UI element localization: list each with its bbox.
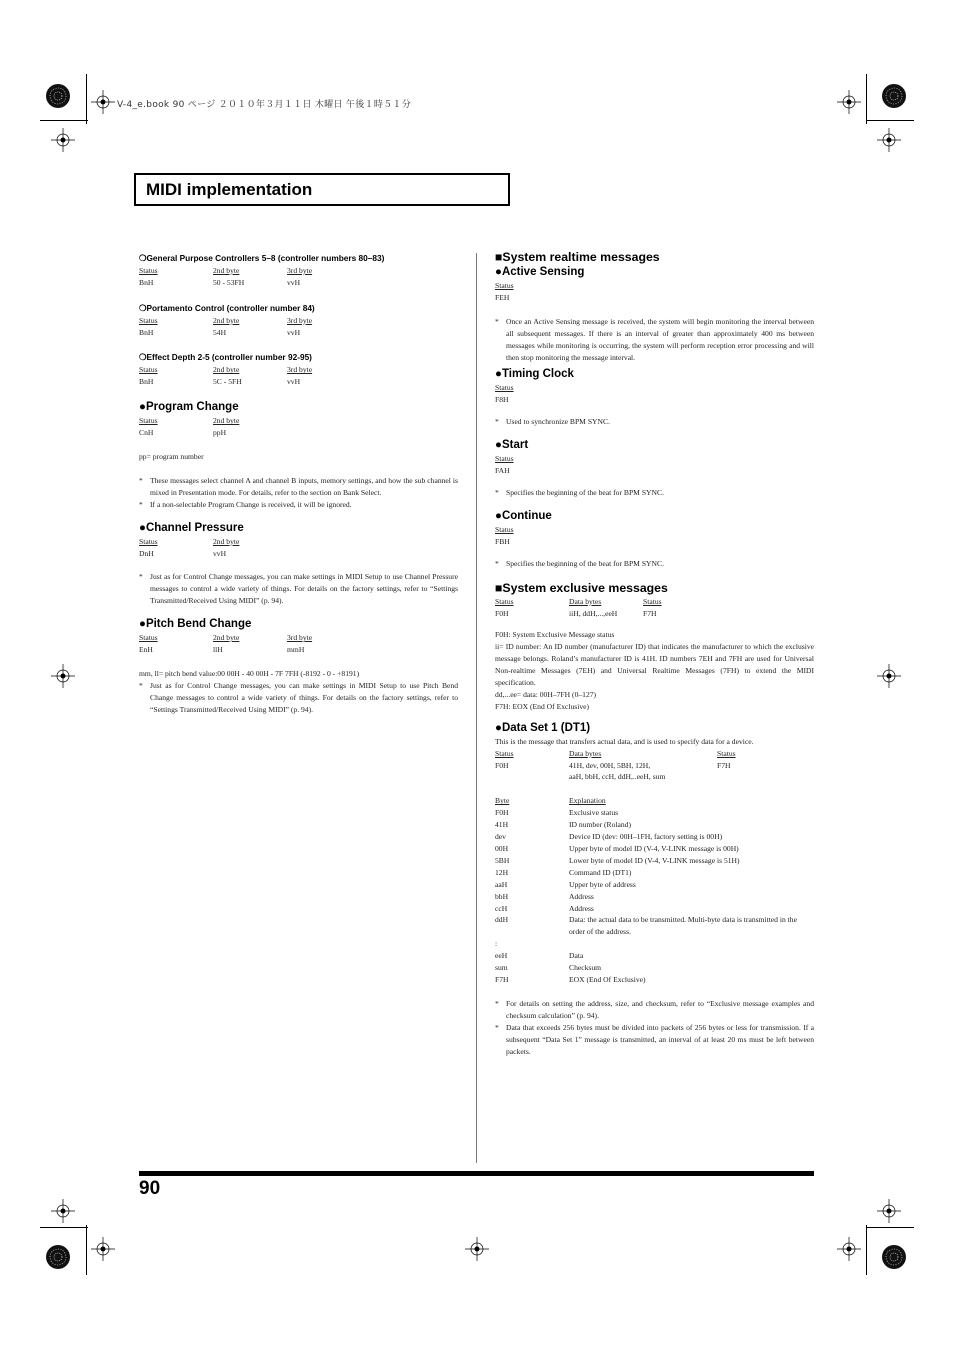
cell: EnH	[139, 645, 153, 655]
effect-depth-heading: ❍Effect Depth 2-5 (controller number 92-95)	[139, 352, 312, 363]
registration-mark-icon	[45, 1244, 71, 1270]
dt1-header-row	[495, 748, 814, 760]
col-header: 3rd byte	[287, 315, 313, 325]
program-change-header-row	[139, 415, 458, 427]
cell: F7H	[717, 760, 731, 770]
cell: BnH	[139, 377, 154, 387]
cell: ppH	[213, 428, 227, 438]
crosshair-mark-icon	[877, 128, 901, 152]
cell: iiH, ddH,...,eeH	[569, 608, 618, 618]
col-header: 2nd byte	[213, 315, 240, 325]
trim-line	[40, 120, 88, 121]
col-header: 3rd byte	[287, 365, 313, 375]
cell: vvH	[287, 277, 301, 287]
cell: 54H	[213, 327, 227, 337]
note: * Once an Active Sensing message is received, the system will begin monitoring the interval between all subsequent messages. If there is an interval of greater than approximately 400 ms between messages while monitoring is occurring, the system will perform reception error processing and will then stop monitoring the message interval.	[495, 316, 814, 362]
channel-pressure-heading: ●Channel Pressure	[139, 521, 244, 534]
cell: 5C - 5FH	[213, 377, 242, 387]
pitch-bend-header-row	[139, 632, 458, 644]
continue-heading: ●Continue	[495, 509, 552, 522]
cell: FBH	[495, 536, 510, 546]
portamento-heading: ❍Portamento Control (controller number 84)	[139, 302, 315, 313]
effect-depth-header-row	[139, 364, 458, 376]
cell: vvH	[287, 377, 301, 387]
cell: 41H, dev, 00H, 5BH, 12H,	[569, 760, 651, 770]
table-row: ddH Data: the actual data to be transmitted. Multi-byte data is transmitted in the order of the address.	[495, 915, 797, 937]
column-divider	[476, 253, 477, 1163]
gpc-value-row	[139, 277, 458, 289]
gpc-heading: ❍General Purpose Controllers 5–8 (controller numbers 80–83)	[139, 253, 385, 263]
program-change-legend: pp= program number	[139, 451, 204, 461]
col-header: Status	[139, 365, 158, 375]
table-row: aaH Upper byte of address	[495, 879, 636, 889]
realtime-heading: ■System realtime messages	[495, 250, 660, 264]
cell: 50 - 53FH	[213, 277, 245, 287]
pitch-bend-value-row	[139, 644, 458, 656]
footer-rule	[139, 1171, 814, 1176]
col-header: Status	[495, 524, 514, 534]
active-sensing-heading: ●Active Sensing	[495, 266, 585, 278]
col-header: Status	[139, 536, 158, 546]
table-row: :	[495, 939, 498, 949]
exclusive-desc: F7H: EOX (End Of Exclusive)	[495, 701, 590, 711]
col-header: 2nd byte	[213, 365, 240, 375]
cell: F0H	[495, 608, 509, 618]
dt1-intro: This is the message that transfers actual data, and is used to specify data for a device.	[495, 736, 754, 746]
col-header: 3rd byte	[287, 633, 313, 643]
col-header: Explanation	[569, 796, 606, 806]
crosshair-mark-icon	[51, 664, 75, 688]
exclusive-desc: ii= ID number: An ID number (manufacturer ID) that indicates the manufacturer to which the exclusive message belongs. Roland’s manufacturer ID is 41H. ID numbers 7EH and 7FH are used for Universal Non-realtime Messages (7EH) and Universal Realtime Messages (7FH) to extend the MIDI specification.	[495, 642, 814, 688]
note: * Just as for Control Change messages, you can make settings in MIDI Setup to use Pitch Bend Change messages to control a wide variety of things. For details on the factory settings, refer to “Settings Transmitted/Received Using MIDI” (p. 94).	[139, 680, 458, 714]
cell: vvH	[213, 548, 227, 558]
table-row: ccH Address	[495, 903, 594, 913]
dt1-value-row-cont	[495, 771, 814, 783]
note: * Specifies the beginning of the beat for BPM SYNC.	[495, 558, 664, 568]
trim-line	[86, 74, 87, 124]
col-header: Status	[495, 596, 514, 606]
cell: BnH	[139, 277, 154, 287]
cell: mmH	[287, 645, 305, 655]
note: * Specifies the beginning of the beat for BPM SYNC.	[495, 487, 664, 497]
crosshair-mark-icon	[51, 128, 75, 152]
portamento-value-row	[139, 327, 458, 339]
table-row: bbH Address	[495, 891, 594, 901]
channel-pressure-value-row	[139, 548, 458, 560]
cell: vvH	[287, 327, 301, 337]
cell: DnH	[139, 548, 154, 558]
crosshair-mark-icon	[837, 1237, 861, 1261]
col-header: 3rd byte	[287, 265, 313, 275]
cell: FEH	[495, 292, 510, 302]
cell: BnH	[139, 327, 154, 337]
gpc-header-row	[139, 265, 458, 277]
exclusive-header-row	[495, 596, 814, 608]
exclusive-desc: F0H: System Exclusive Message status	[495, 630, 615, 640]
crosshair-mark-icon	[91, 90, 115, 114]
cell: CnH	[139, 428, 154, 438]
program-change-value-row	[139, 427, 458, 439]
effect-depth-value-row	[139, 376, 458, 388]
start-heading: ●Start	[495, 439, 529, 452]
program-change-heading: ●Program Change	[139, 401, 239, 414]
col-header: Byte	[495, 796, 510, 806]
exclusive-value-row	[495, 608, 814, 620]
col-header: Status	[495, 748, 514, 758]
col-header: 2nd byte	[213, 536, 240, 546]
note: * If a non-selectable Program Change is received, it will be ignored.	[139, 499, 352, 509]
trim-line	[866, 120, 914, 121]
cell: F8H	[495, 395, 509, 405]
table-row: F7H EOX (End Of Exclusive)	[495, 974, 646, 984]
note: * For details on setting the address, size, and checksum, refer to “Exclusive message examples and checksum calculation” (p. 94).	[495, 998, 814, 1020]
cell: aaH, bbH, ccH, ddH,..eeH, sum	[569, 772, 666, 782]
col-header: Status	[643, 596, 662, 606]
col-header: Data bytes	[569, 596, 602, 606]
crosshair-mark-icon	[877, 664, 901, 688]
trim-line	[866, 1227, 914, 1228]
col-header: 2nd byte	[213, 265, 240, 275]
trim-line	[866, 1225, 867, 1275]
page-number: 90	[139, 1178, 161, 1199]
timing-clock-heading: ●Timing Clock	[495, 368, 574, 381]
col-header: Status	[139, 633, 158, 643]
table-row: dev Device ID (dev: 00H–1FH, factory setting is 00H)	[495, 832, 723, 842]
exclusive-heading: ■System exclusive messages	[495, 580, 668, 595]
cell: llH	[213, 645, 223, 655]
note: * Used to synchronize BPM SYNC.	[495, 417, 610, 427]
col-header: Status	[717, 748, 736, 758]
pitch-bend-heading: ●Pitch Bend Change	[139, 618, 252, 631]
right-column	[495, 249, 814, 1057]
registration-mark-icon	[881, 1244, 907, 1270]
cell: F7H	[643, 608, 657, 618]
note: * Data that exceeds 256 bytes must be divided into packets of 256 bytes or less for transmission. If a subsequent “Data Set 1” message is transmitted, an interval of at least 20 ms must be left between packets.	[495, 1022, 814, 1056]
registration-mark-icon	[45, 83, 71, 109]
exclusive-desc: dd,...ee= data: 00H–7FH (0–127)	[495, 689, 597, 699]
col-header: Data bytes	[569, 748, 602, 758]
trim-line	[86, 1225, 87, 1275]
col-header: Status	[139, 416, 158, 426]
portamento-header-row	[139, 315, 458, 327]
table-row: F0H Exclusive status	[495, 808, 619, 818]
left-column	[139, 251, 458, 716]
col-header: 2nd byte	[213, 416, 240, 426]
pitch-bend-legend: mm, ll= pitch bend value:00 00H - 40 00H - 7F 7FH (-8192 - 0 - +8191)	[139, 668, 360, 678]
dt1-value-row	[495, 760, 814, 772]
table-row: 41H ID number (Roland)	[495, 820, 631, 830]
crosshair-mark-icon	[91, 1237, 115, 1261]
section-title: MIDI implementation	[146, 180, 313, 199]
col-header: Status	[139, 265, 158, 275]
col-header: Status	[495, 454, 514, 464]
col-header: Status	[495, 383, 514, 393]
table-row: eeH Data	[495, 951, 584, 961]
dt1-table-header	[495, 795, 814, 807]
dt1-heading: ●Data Set 1 (DT1)	[495, 721, 591, 734]
crosshair-mark-icon	[51, 1199, 75, 1223]
crosshair-mark-icon	[837, 90, 861, 114]
crosshair-mark-icon	[465, 1237, 489, 1261]
section-title-box	[134, 173, 510, 206]
crosshair-mark-icon	[877, 1199, 901, 1223]
note: * Just as for Control Change messages, you can make settings in MIDI Setup to use Channel Pressure messages to control a wide variety of things. For details on the factory settings, refer to “Settings Transmitted/Received Using MIDI” (p. 94).	[139, 572, 458, 606]
trim-line	[866, 74, 867, 124]
cell: F0H	[495, 760, 509, 770]
col-header: Status	[495, 281, 514, 290]
cell: FAH	[495, 466, 510, 476]
trim-line	[40, 1227, 88, 1228]
table-row: 00H Upper byte of model ID (V-4, V-LINK message is 00H)	[495, 844, 739, 853]
table-row: sum Checksum	[495, 963, 602, 973]
print-header: V-4_e.book 90 ページ ２０１０年３月１１日 木曜日 午後１時５１分	[117, 100, 412, 110]
channel-pressure-header-row	[139, 536, 458, 548]
col-header: Status	[139, 315, 158, 325]
registration-mark-icon	[881, 83, 907, 109]
col-header: 2nd byte	[213, 633, 240, 643]
table-row: 12H Command ID (DT1)	[495, 867, 632, 877]
note: * These messages select channel A and channel B inputs, memory settings, and how the sub channel is mixed in Presentation mode. For details, refer to the section on Bank Select.	[139, 475, 458, 497]
table-row: 5BH Lower byte of model ID (V-4, V-LINK message is 51H)	[495, 855, 740, 865]
